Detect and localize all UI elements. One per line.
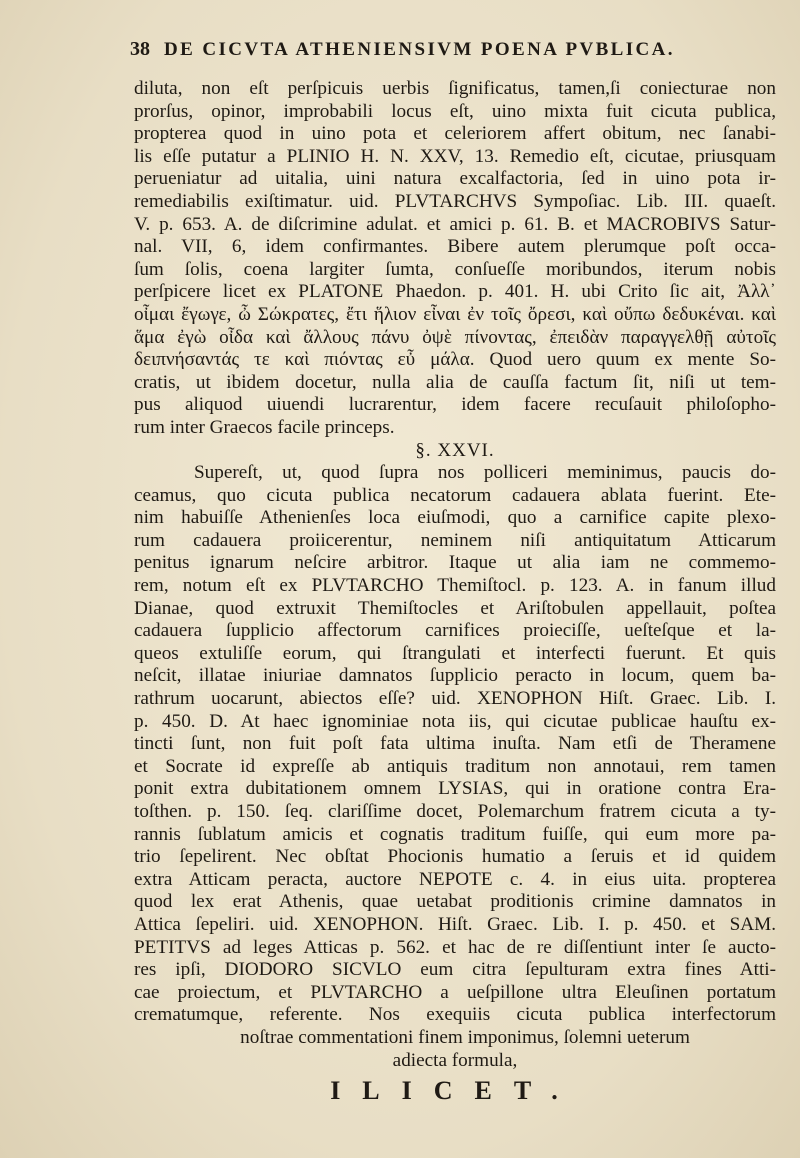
text-line: ἅμα ἐγὼ οἶδα καὶ ἄλλους πάνυ ὀψὲ πίνοντας, ἐπειδὰν παραγγελθῇ αὐτοῖς bbox=[134, 326, 776, 348]
paragraph-1 bbox=[134, 78, 776, 440]
text-line: pus aliquod uiuendi lucrarentur, idem facere recuſauit philoſopho- bbox=[134, 394, 776, 416]
text-line: toſthen. p. 150. ſeq. clariſſime docet, Polemarchum fratrem cicuta a ty- bbox=[134, 801, 776, 822]
text-line: rannis ſublatum amicis et cognatis traditum fuiſſe, qui eum more pa- bbox=[134, 823, 776, 845]
finis-word: ILICET. bbox=[330, 1076, 580, 1106]
paragraph-2 bbox=[134, 462, 776, 1027]
text-line: extra Atticam peracta, auctore NEPOTE c. 4. in eius uita. propterea bbox=[134, 868, 776, 890]
text-line: V. p. 653. A. de diſcrimine adulat. et amici p. 61. B. et MACROBIVS Satur- bbox=[134, 213, 776, 235]
text-line: diluta, non eſt perſpicuis uerbis ſignificatus, tamen,ſi coniecturae non bbox=[134, 78, 776, 99]
text-line: lis eſſe putatur a PLINIO H. N. XXV, 13. Remedio eſt, cicutae, priusquam bbox=[134, 145, 776, 167]
closing-line-1: noſtrae commentationi finem imponimus, ſolemni ueterum bbox=[240, 1026, 690, 1048]
body-text bbox=[134, 78, 776, 1108]
text-line: perueniatur ad uitalia, uini natura excalfactoria, ſed in uino pota ir- bbox=[134, 168, 776, 190]
section-heading: §. XXVI. bbox=[415, 439, 495, 461]
text-line: nim habuiſſe Athenienſes loca eiuſmodi, quo a carnifice capite plexo- bbox=[134, 507, 776, 529]
text-line: rem, notum eſt ex PLVTARCHO Themiſtocl. p. 123. A. in fanum illud bbox=[134, 575, 776, 597]
text-line: ponit extra dubitationem omnem LYSIAS, qui in oratione contra Era- bbox=[134, 778, 776, 800]
text-line: remediabilis exiſtimatur. uid. PLVTARCHVS Sympoſiac. Lib. III. quaeſt. bbox=[134, 190, 776, 212]
text-line: PETITVS ad leges Atticas p. 562. et hac de re diſſentiunt inter ſe aucto- bbox=[134, 936, 776, 958]
text-line: Supereſt, ut, quod ſupra nos polliceri meminimus, paucis do- bbox=[194, 462, 776, 484]
text-line: tincti ſunt, non fuit poſt fata ultima inuſta. Nam etſi de Theramene bbox=[134, 733, 776, 755]
text-line: et Socrate id expreſſe ab antiquis traditum non annotaui, rem tamen bbox=[134, 755, 776, 777]
running-title: DE CICVTA ATHENIENSIVM POENA PVBLICA. bbox=[164, 39, 675, 60]
text-line: cae proiectum, et PLVTARCHO a ueſpillone ultra Eleuſinen portatum bbox=[134, 981, 776, 1003]
text-line: rum cadauera proiicerentur, neminem niſi antiquitatum Atticarum bbox=[134, 529, 776, 551]
text-line: rathrum uocarunt, abiectos eſſe? uid. XENOPHON Hiſt. Graec. Lib. I. bbox=[134, 688, 776, 710]
text-line: Dianae, quod extruxit Themiſtocles et Ariſtobulen appellauit, poſtea bbox=[134, 597, 776, 619]
text-line: cadauera ſupplicio affectorum carnifices proieciſſe, ueſteſque et la- bbox=[134, 620, 776, 642]
text-line: propterea quod in uino pota et celeriorem affert obitum, nec ſanabi- bbox=[134, 123, 776, 145]
text-line: crematumque, referente. Nos exequiis cicuta publica interfectorum bbox=[134, 1004, 776, 1026]
text-line: rum inter Graecos facile princeps. bbox=[134, 416, 395, 438]
text-line: p. 450. D. At haec ignominiae nota iis, qui cicutae publicae hauſtu ex- bbox=[134, 710, 776, 732]
text-line: nal. VII, 6, idem confirmantes. Bibere autem plerumque poſt occa- bbox=[134, 236, 776, 258]
text-line: penitus ignarum neſcire arbitror. Itaque ut alia iam ne commemo- bbox=[134, 552, 776, 574]
text-line: Attica ſepeliri. uid. XENOPHON. Hiſt. Graec. Lib. I. p. 450. et SAM. bbox=[134, 913, 776, 935]
page-number: 38 bbox=[130, 38, 150, 60]
text-line: neſcit, illatae iniuriae damnatos ſupplicio peracto in locum, quem ba- bbox=[134, 665, 776, 687]
text-line: res ipſi, DIODORO SICVLO eum citra ſepulturam extra fines Atti- bbox=[134, 959, 776, 981]
text-line: cratis, ut ibidem docetur, nulla alia de cauſſa factum ſit, niſi ut tem- bbox=[134, 371, 776, 393]
text-line: οἶμαι ἔγωγε, ὦ Σώκρατες, ἔτι ἥλιον εἶναι ἐν τοῖς ὄρεσι, καὶ οὔπω δεδυκέναι. καὶ bbox=[134, 303, 776, 325]
text-line: queos extuliſſe eorum, qui ſtrangulati et interfecti fuerunt. Et quis bbox=[134, 642, 776, 664]
text-line: ſum ſolis, coena largiter ſumta, conſueſſe moribundos, iterum nobis bbox=[134, 258, 776, 280]
text-line: trio ſepelirent. Nec obſtat Phocionis humatio a ſeruis et id quidem bbox=[134, 846, 776, 868]
closing-line-2: adiecta formula, bbox=[392, 1049, 518, 1071]
text-line: ceamus, quo cicuta publica necatorum cadauera ablata fuerint. Ete- bbox=[134, 484, 776, 506]
text-line: δειπνήσαντάς τε καὶ πιόντας εὖ μάλα. Quod uero quum ex mente So- bbox=[134, 349, 776, 371]
running-header bbox=[130, 38, 730, 61]
text-line: quod lex erat Athenis, quae uetabat proditionis crimine damnatos in bbox=[134, 891, 776, 913]
text-line: perſpicere licet ex PLATONE Phaedon. p. 401. H. ubi Crito ſic ait, Ἀλλ᾽ bbox=[134, 281, 776, 303]
text-line: prorſus, opinor, improbabili locus eſt, uino mixta fuit cicuta publica, bbox=[134, 100, 776, 122]
